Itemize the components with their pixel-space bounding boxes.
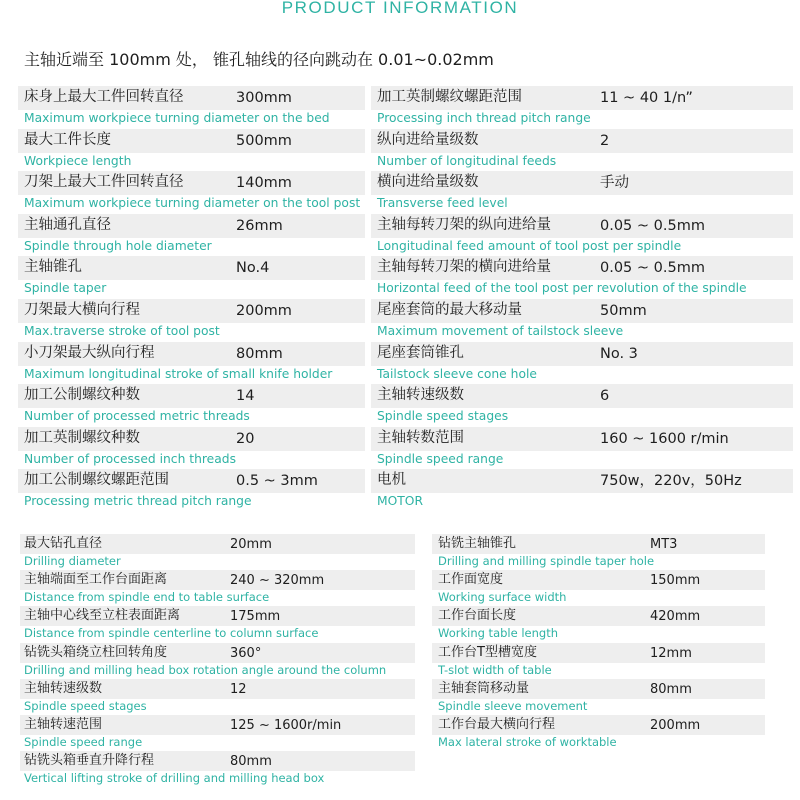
spec-label: [24, 213, 212, 251]
spec-label: [438, 643, 552, 678]
spec-label: [438, 679, 587, 714]
spec-label: [438, 534, 654, 569]
spec-value: 2: [600, 132, 610, 149]
spec-label-zh: 主轴转速级数: [377, 387, 464, 404]
spec-label-zh: 小刀架最大纵向行程: [24, 344, 155, 361]
spec-value: 50mm: [600, 302, 647, 319]
spec-value: 0.5 ~ 3mm: [236, 473, 318, 490]
spec-row: [18, 426, 793, 469]
spec-label-en: Drilling diameter: [24, 554, 121, 568]
spec-label-zh: 刀架上最大工件回转直径: [24, 174, 184, 191]
spec-value: 26mm: [236, 217, 283, 234]
spec-value: 11 ~ 40 1/n”: [600, 90, 693, 106]
spec-value: 200mm: [650, 717, 701, 733]
spec-value: 750w，220v，50Hz: [600, 473, 742, 490]
spec-value: 500mm: [236, 132, 292, 149]
page-title: PRODUCT INFORMATION: [281, 0, 519, 17]
spec-label-en: Workpiece length: [24, 153, 132, 168]
spec-label-zh: 主轴锥孔: [24, 259, 82, 276]
spec-label-en: Spindle sleeve movement: [438, 698, 588, 713]
spec-value: 175mm: [230, 609, 281, 625]
spec-label: [24, 426, 236, 464]
spec-value: 手动: [600, 175, 629, 192]
spec-value: 80mm: [650, 681, 692, 697]
spec-value: 6: [600, 388, 610, 405]
spec-label-zh: 主轴端面至工作台面距离: [24, 572, 168, 588]
spec-label-zh: 最大工件长度: [24, 131, 111, 148]
spec-label-zh: 工作面宽度: [438, 572, 504, 588]
spec-value: 150mm: [650, 573, 701, 589]
spec-value: 300mm: [236, 90, 292, 106]
spec-label-zh: 主轴中心线至立柱表面距离: [24, 608, 181, 624]
spec-label-en: Transverse feed level: [377, 196, 508, 211]
spec-value: 240 ~ 320mm: [230, 573, 325, 589]
spec-label-zh: 尾座套筒的最大移动量: [377, 301, 522, 318]
spec-label: [377, 170, 508, 211]
spec-label-en: Distance from spindle centerline to column surface: [24, 626, 319, 641]
spec-label-en: Spindle speed stages: [24, 698, 147, 713]
spec-label-en: MOTOR: [377, 494, 424, 509]
spec-value: No. 3: [600, 345, 638, 362]
spec-label: [377, 85, 591, 123]
spec-label: [24, 298, 220, 336]
spec-label-en: Maximum workpiece turning diameter on the tool post: [24, 196, 361, 211]
spec-label-en: Max lateral stroke of worktable: [438, 734, 617, 749]
spec-label-en: Number of processed metric threads: [24, 409, 250, 424]
spec-row: [18, 170, 793, 213]
spec-label-en: Maximum longitudinal stroke of small knife holder: [24, 366, 333, 381]
spec-row: [20, 643, 765, 679]
spec-label-zh: 主轴每转刀架的横向进给量: [377, 259, 551, 276]
spec-row: [20, 570, 765, 606]
spec-label: [24, 170, 361, 211]
spec-row: [18, 85, 793, 128]
spec-label: [24, 751, 324, 786]
spec-row: [18, 298, 793, 341]
spindle-runout-note: 主轴近端至 100mm 处， 锥孔轴线的径向跳动在 0.01~0.02mm: [24, 50, 494, 69]
spec-label-en: Spindle speed range: [377, 451, 504, 466]
spec-row: [18, 128, 793, 171]
spec-label: [438, 570, 566, 605]
spec-label-zh: 刀架最大横向行程: [24, 301, 140, 318]
spec-label-zh: 加工公制螺纹种数: [24, 387, 140, 404]
spec-row: [20, 606, 765, 642]
spec-label-zh: 尾座套筒锥孔: [377, 344, 464, 361]
spec-value: No.4: [236, 260, 270, 277]
spec-label-en: Spindle through hole diameter: [24, 238, 212, 253]
spec-row: [20, 534, 765, 570]
spec-value: 12mm: [650, 645, 692, 661]
spec-label-zh: 床身上最大工件回转直径: [24, 89, 184, 105]
spec-label-zh: 加工英制螺纹螺距范围: [377, 89, 522, 105]
spec-label-zh: 加工英制螺纹种数: [24, 429, 140, 446]
spec-label-en: Maximum movement of tailstock sleeve: [377, 323, 624, 338]
spec-label: [377, 341, 537, 379]
spec-row: [18, 468, 793, 511]
spec-value: 360°: [230, 645, 262, 661]
spec-label-zh: 主轴转速级数: [24, 680, 103, 696]
spec-label-en: Horizontal feed of the tool post per revolution of the spindle: [377, 281, 747, 296]
spec-label: [24, 643, 386, 678]
spec-label-zh: 工作台面长度: [438, 608, 517, 624]
spec-value: 420mm: [650, 609, 701, 625]
spec-label-zh: 最大钻孔直径: [24, 536, 103, 551]
spec-label-en: Drilling and milling head box rotation angle around the column: [24, 662, 387, 677]
spec-label-en: Spindle taper: [24, 281, 107, 296]
spec-row: [18, 255, 793, 298]
spec-label-en: Vertical lifting stroke of drilling and milling head box: [24, 771, 325, 786]
spec-row: [18, 341, 793, 384]
spec-label: [377, 468, 424, 509]
spec-row: [20, 751, 765, 787]
spec-value: 200mm: [236, 302, 292, 319]
spec-value: 80mm: [236, 345, 283, 362]
spec-label-zh: 钻铣头箱垂直升降行程: [24, 753, 155, 769]
spec-label: [24, 679, 147, 714]
spec-value: MT3: [650, 537, 678, 552]
spec-label-zh: 主轴转速范围: [24, 716, 103, 732]
spec-label-zh: 主轴每转刀架的纵向进给量: [377, 216, 551, 233]
spec-value: 140mm: [236, 175, 292, 192]
spec-label-en: T-slot width of table: [438, 662, 552, 677]
spec-label: [24, 341, 332, 379]
spec-label-en: Working table length: [438, 626, 558, 641]
spec-label-en: Processing inch thread pitch range: [377, 111, 591, 125]
spec-label-zh: 横向进给量级数: [377, 174, 479, 191]
spec-label-zh: 主轴套筒移动量: [438, 680, 530, 696]
spec-label: [438, 606, 558, 641]
spec-value: 20mm: [230, 537, 272, 552]
spec-label-zh: 纵向进给量级数: [377, 131, 479, 148]
spec-value: 12: [230, 681, 247, 697]
spec-label-en: Working surface width: [438, 590, 567, 605]
spec-value: 14: [236, 388, 255, 405]
spec-row: [20, 715, 765, 751]
spec-label-en: Longitudinal feed amount of tool post per spindle: [377, 238, 682, 253]
spec-value: 160 ~ 1600 r/min: [600, 430, 729, 447]
spec-row: [18, 383, 793, 426]
spec-label-en: Spindle speed stages: [377, 409, 509, 424]
spec-label-en: Number of longitudinal feeds: [377, 153, 557, 168]
spec-label-zh: 钻铣头箱绕立柱回转角度: [24, 644, 168, 660]
spec-label: [377, 128, 556, 166]
spec-label-zh: 工作台T型槽宽度: [438, 644, 537, 660]
spec-label: [24, 255, 107, 296]
spec-label: [24, 534, 121, 569]
spec-label-zh: 电机: [377, 472, 406, 489]
spec-value: 80mm: [230, 754, 272, 770]
spec-label-zh: 工作台最大横向行程: [438, 716, 556, 732]
spec-label: [377, 298, 623, 336]
spec-value: 20: [236, 430, 255, 447]
spec-label-zh: 钻铣主轴锥孔: [438, 536, 517, 551]
spec-label-en: Max.traverse stroke of tool post: [24, 323, 220, 338]
spec-value: 0.05 ~ 0.5mm: [600, 217, 705, 234]
spec-label-en: Maximum workpiece turning diameter on the bed: [24, 111, 330, 125]
spec-label: [377, 426, 503, 464]
spec-label: [377, 383, 509, 424]
spec-row: [18, 213, 793, 256]
spec-label-zh: 加工公制螺纹螺距范围: [24, 472, 169, 489]
spec-label: [24, 715, 142, 750]
spec-label-en: Processing metric thread pitch range: [24, 494, 252, 509]
spec-value: 125 ~ 1600r/min: [230, 717, 342, 733]
spec-row: [20, 679, 765, 715]
spec-label-en: Tailstock sleeve cone hole: [377, 366, 537, 381]
spec-label: [24, 128, 131, 166]
spec-label-en: Spindle speed range: [24, 734, 143, 749]
spec-label: [24, 468, 252, 509]
spec-label: [438, 715, 617, 750]
lathe-spec-table: [18, 85, 793, 511]
spec-label-en: Distance from spindle end to table surface: [24, 590, 270, 605]
spec-label-en: Number of processed inch threads: [24, 451, 236, 466]
spec-label-en: Drilling and milling spindle taper hole: [438, 554, 655, 568]
spec-label-zh: 主轴通孔直径: [24, 216, 111, 233]
spec-label-zh: 主轴转数范围: [377, 429, 464, 446]
spec-value: 0.05 ~ 0.5mm: [600, 260, 705, 277]
spec-label: [24, 383, 250, 424]
drill-mill-spec-table: [20, 534, 765, 787]
